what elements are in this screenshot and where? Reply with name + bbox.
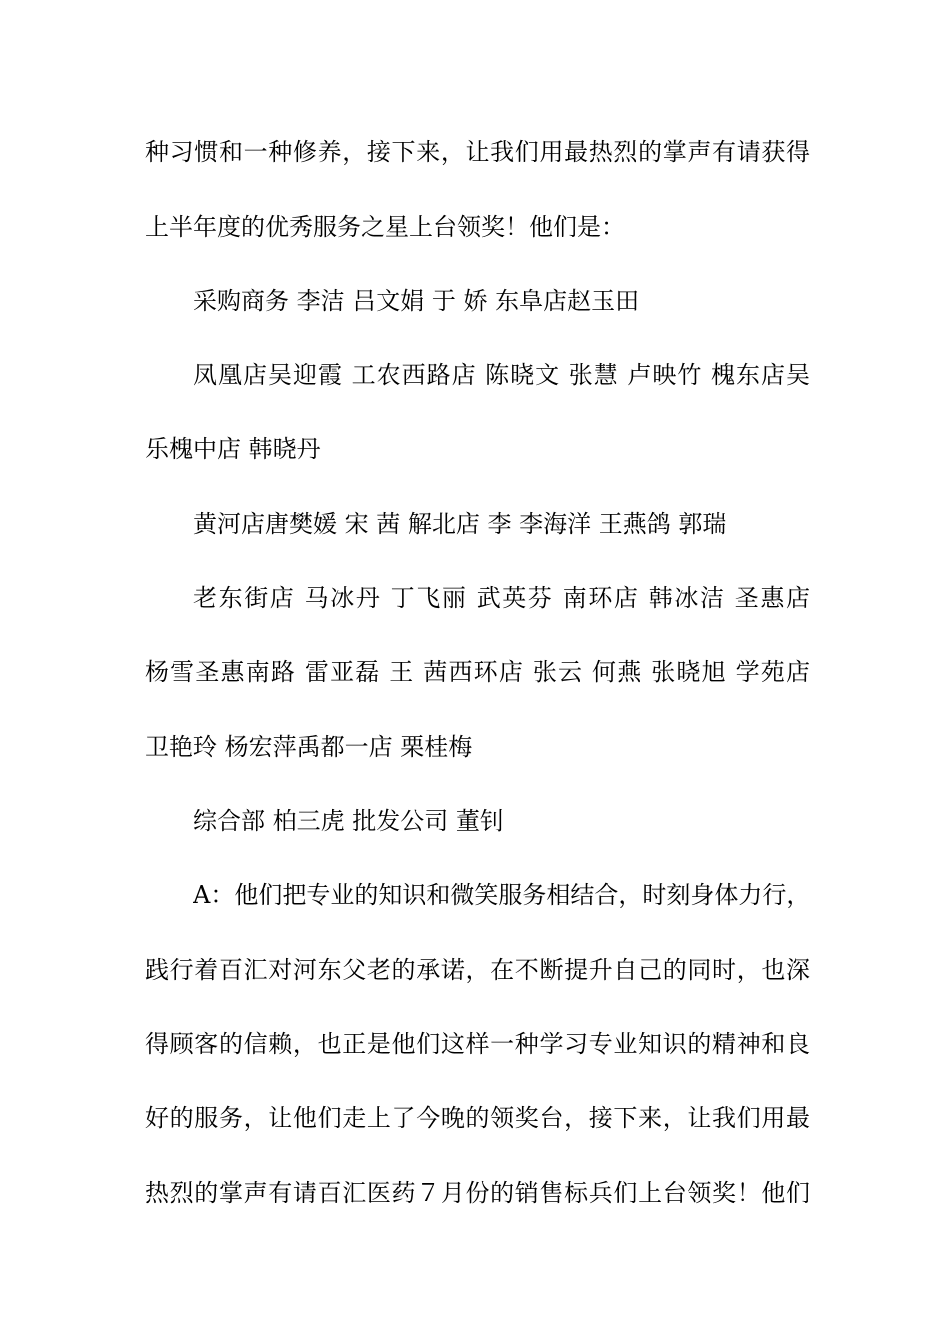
text-line: 好的服务，让他们走上了今晚的领奖台，接下来，让我们用最 [145, 1104, 810, 1132]
text-line: 老东街店 马冰丹 丁飞丽 武英芬 南环店 韩冰洁 圣惠店 [193, 584, 810, 612]
text-line: 采购商务 李洁 吕文娟 于 娇 东阜店赵玉田 [193, 287, 640, 315]
text-line: 得顾客的信赖，也正是他们这样一种学习专业知识的精神和良 [145, 1030, 810, 1058]
text-line: 综合部 柏三虎 批发公司 董钊 [193, 807, 504, 835]
text-line: 践行着百汇对河东父老的承诺，在不断提升自己的同时，也深 [145, 956, 810, 984]
text-line: 杨雪圣惠南路 雷亚磊 王 茜西环店 张云 何燕 张晓旭 学苑店 [145, 658, 810, 686]
text-line: 乐槐中店 韩晓丹 [145, 435, 321, 463]
text-line: 黄河店唐樊媛 宋 茜 解北店 李 李海洋 王燕鸽 郭瑞 [193, 510, 727, 538]
text-line: 热烈的掌声有请百汇医药７月份的销售标兵们上台领奖！他们 [145, 1179, 810, 1207]
text-line: 凤凰店吴迎霞 工农西路店 陈晓文 张慧 卢映竹 槐东店吴 [193, 361, 810, 389]
text-line: 上半年度的优秀服务之星上台领奖！他们是： [145, 213, 625, 241]
text-line: A：他们把专业的知识和微笑服务相结合，时刻身体力行， [193, 881, 810, 909]
text-line: 卫艳玲 杨宏萍禹都一店 栗桂梅 [145, 733, 473, 761]
text-line: 种习惯和一种修养，接下来，让我们用最热烈的掌声有请获得 [145, 138, 810, 166]
